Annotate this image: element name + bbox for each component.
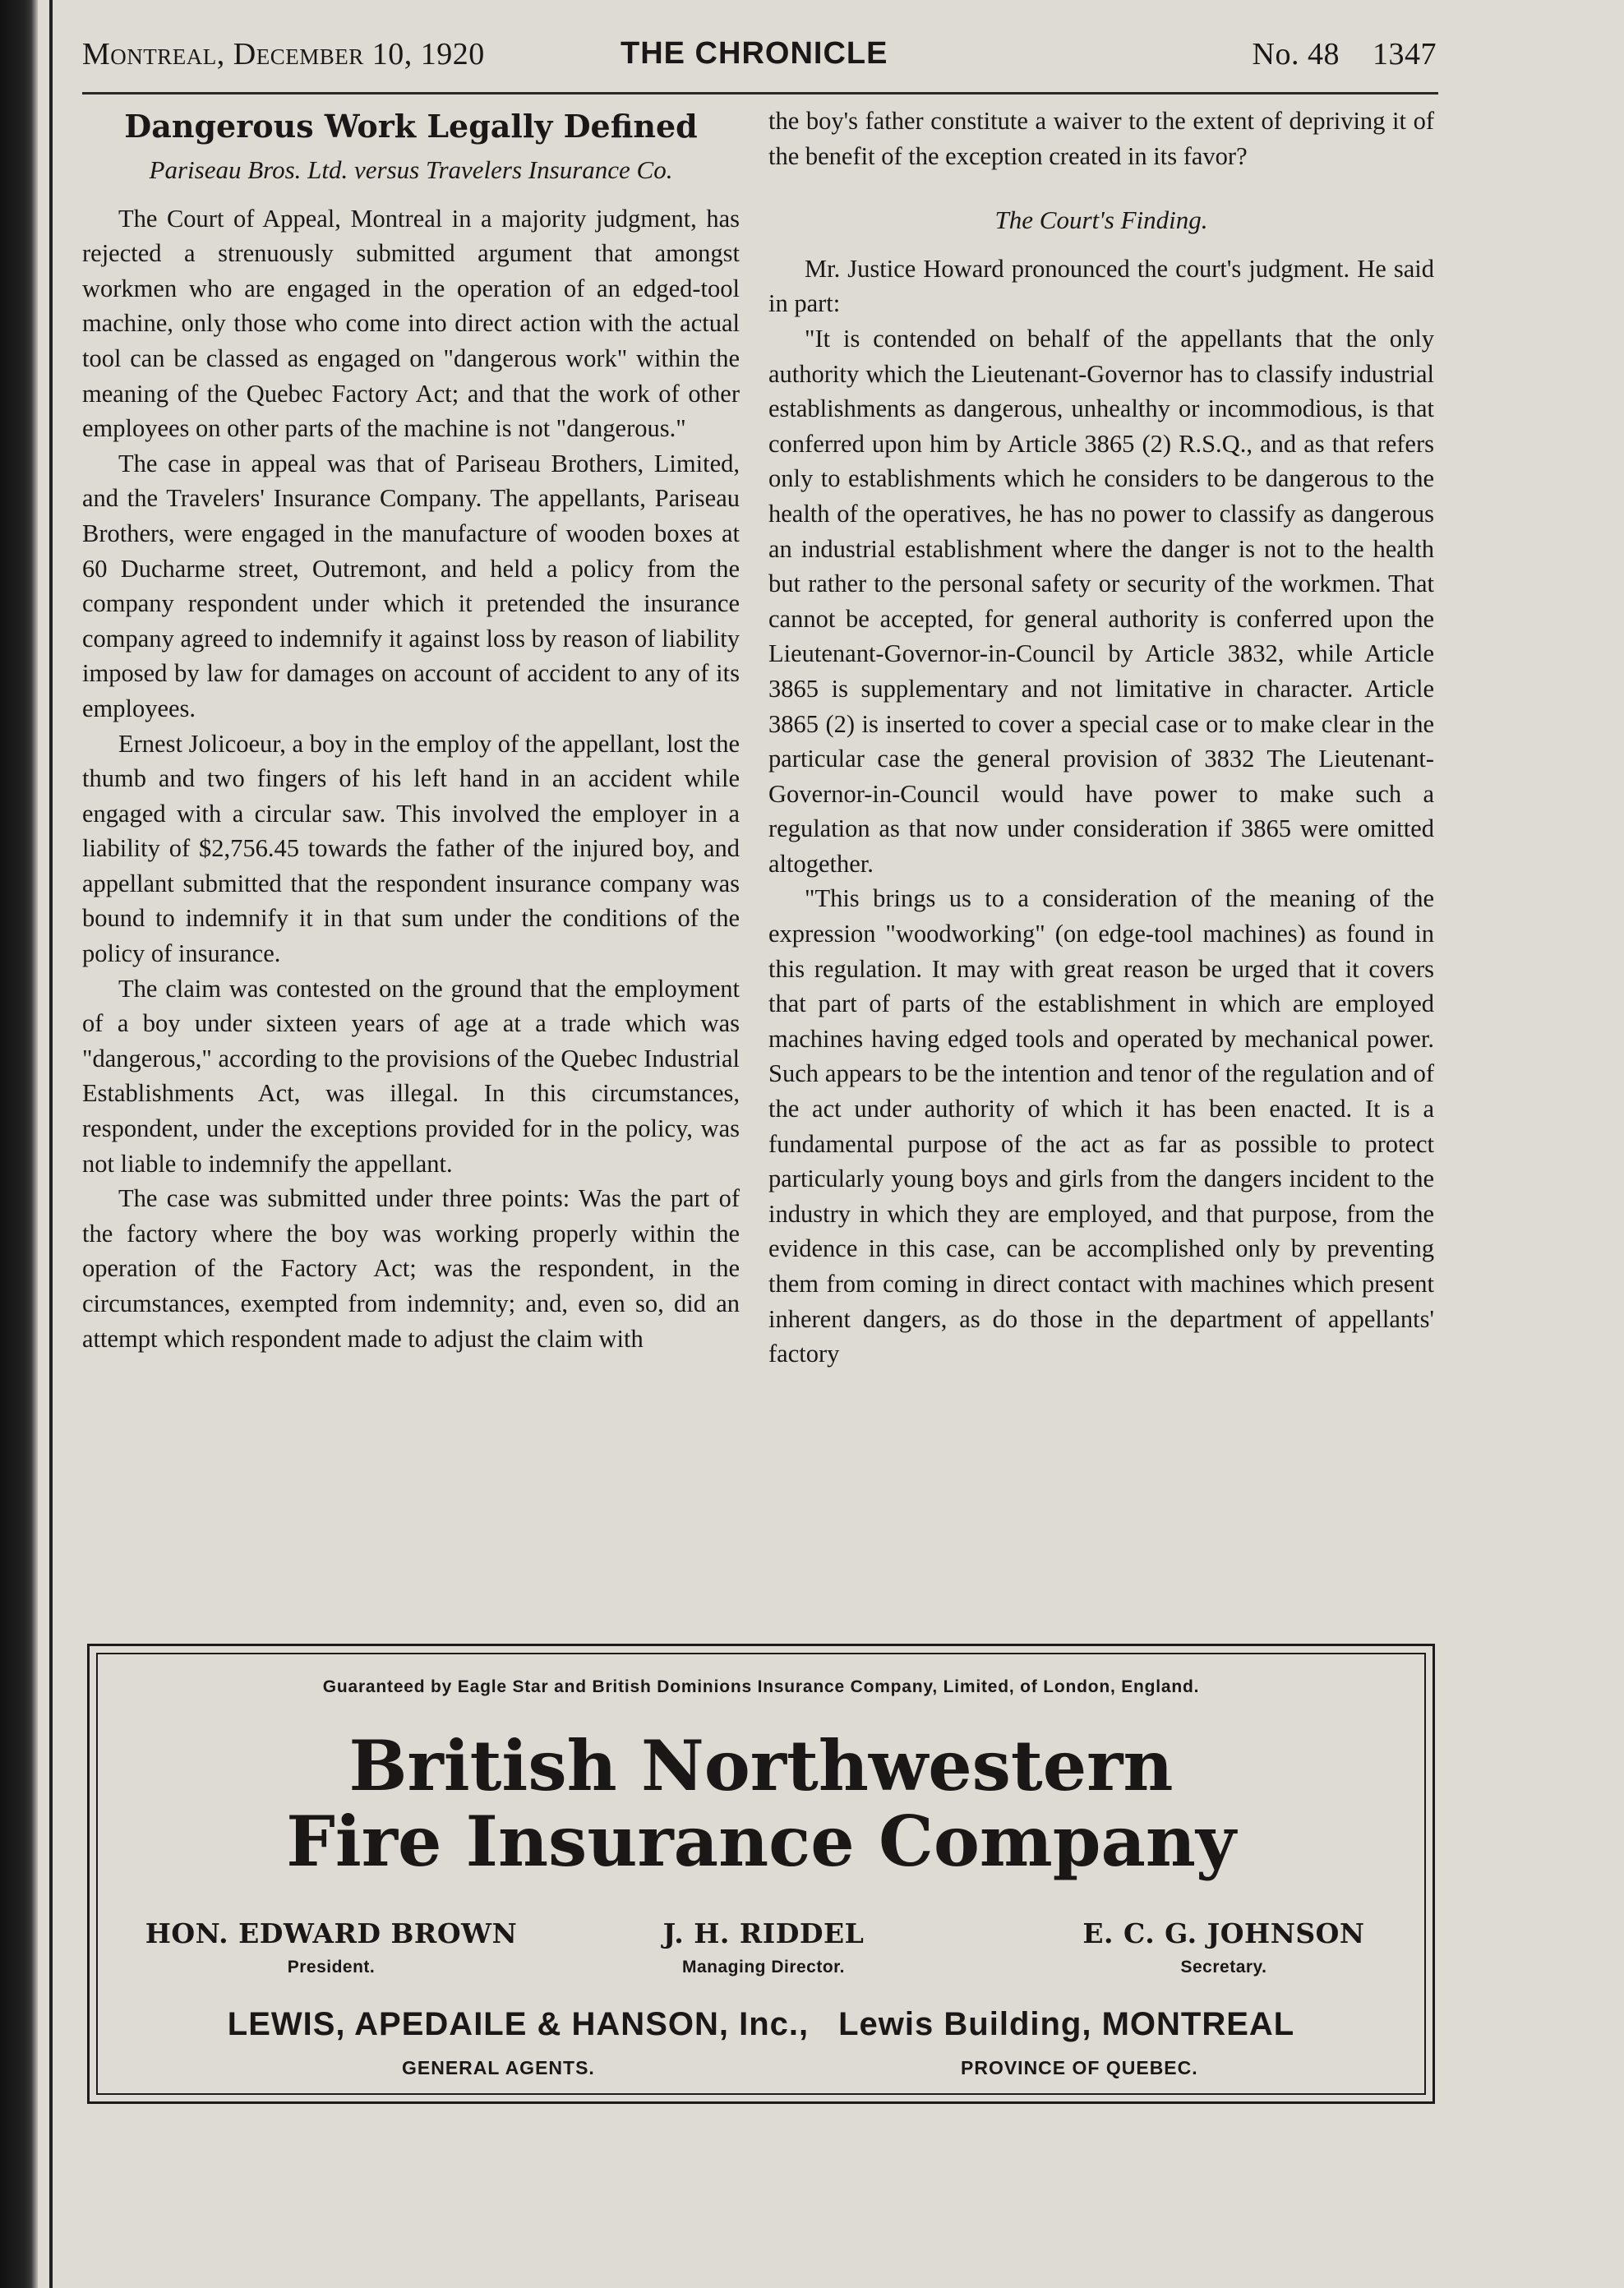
- article-paragraph: The case in appeal was that of Pariseau Brothers, Limited, and the Travelers' Insurance Company. The appellants, Pariseau Brothers, were engaged in the manufacture of wooden boxes at 60 Ducharme street, Outremont, and held a policy from the company respondent under which it pretended the insurance company agreed to indemnify it against loss by reason of liability imposed by law for damages on account of accident to any of its employees.: [82, 449, 740, 722]
- article-paragraph: Ernest Jolicoeur, a boy in the employ of the appellant, lost the thumb and two fingers of his left hand in an accident while engaged with a circular saw. This involved the employer in a liability of $2,756.45 towards the father of the injured boy, and appellant submitted that the respondent insurance company was bound to indemnify it in that sum under the conditions of the policy of insurance.: [82, 729, 740, 968]
- article-paragraph: The Court of Appeal, Montreal in a majority judgment, has rejected a strenuously submitted argument that amongst workmen who are engaged in the operation of an edged-tool machine, only those who come into direct action with the actual tool can be classed as engaged on "dangerous work" within the meaning of the Quebec Factory Act; and that the work of other employees on other parts of the machine is not "dangerous.": [82, 204, 740, 443]
- officer-title: President.: [287, 1958, 376, 1977]
- officer-title: Managing Director.: [681, 1958, 846, 1977]
- header-rule: [82, 92, 1438, 95]
- ad-company-name: [90, 1725, 1433, 1882]
- ad-officer: [1051, 1917, 1396, 1977]
- article-title: Dangerous Work Legally Defined: [124, 108, 698, 145]
- officer-title: Secretary.: [1180, 1958, 1267, 1977]
- right-column: [768, 104, 1434, 1372]
- continued-paragraph: the boy's father constitute a waiver to the extent of depriving it of the benefit of the exception created in its favor?: [768, 107, 1434, 170]
- ad-guarantee-line: Guaranteed by Eagle Star and British Dominions Insurance Company, Limited, of London, England.: [322, 1677, 1200, 1696]
- page-number: 1347: [1373, 37, 1437, 72]
- article-paragraph: "It is contended on behalf of the appellants that the only authority which the Lieutenant-Governor has to classify industrial establishments as dangerous, unhealthy or incommodious, is that conferred upon him by Article 3865 (2) R.S.Q., and as that refers only to establishments which he considers to be dangerous to the health of the operatives, he has no power to classify as dangerous an industrial establishment where the danger is not to the health but rather to the personal safety or security of the workmen. That cannot be accepted, for general authority is conferred upon the Lieutenant-Governor-in-Council by Article 3832, while Article 3865 is supplementary and not limitative in character. Article 3865 (2) is inserted to cover a special case or to make clear in the particular case the general provision of 3832 The Lieutenant-Governor-in-Council would have power to make such a regulation as that now under consideration if 3865 were omitted altogether.: [768, 324, 1434, 878]
- binding-rule: [49, 0, 53, 2288]
- ad-officer: [599, 1917, 928, 1977]
- agents-firm: LEWIS, APEDAILE & HANSON, Inc.,: [227, 2006, 810, 2042]
- left-column: [82, 104, 740, 1356]
- insurance-advertisement: [87, 1644, 1435, 2104]
- ad-company-line-2: Fire Insurance Company: [286, 1801, 1236, 1882]
- dateline: Montreal, December 10, 1920: [82, 37, 485, 72]
- article-paragraph: The case was submitted under three points: Was the part of the factory where the boy was working properly within the operation of the Factory Act; was the respondent, in the circumstances, exempted from indemnity; and, even so, did an attempt which respondent made to adjust the claim with: [82, 1184, 740, 1353]
- article-subtitle: Pariseau Bros. Ltd. versus Travelers Insurance Co.: [149, 155, 673, 184]
- agents-address: Lewis Building, MONTREAL: [838, 2006, 1295, 2042]
- article-paragraph: "This brings us to a consideration of the meaning of the expression "woodworking" (on edge-tool machines) as found in this regulation. It may with great reason be urged that it covers that part of parts of the establishment in which are employed machines having edged tools and operated by mechanical power. Such appears to be the intention and tenor of the regulation and of the act under authority of which it has been enacted. It is a fundamental purpose of the act as far as possible to protect particularly young boys and girls from the dangers incident to the industry in which they are employed, and that purpose, from the evidence in this case, can be accomplished only by preventing them from coming in direct contact with machines which present inherent dangers, as do those in the department of appellants' factory: [768, 884, 1434, 1368]
- page-binding-edge: [0, 0, 38, 2288]
- article-paragraph: The claim was contested on the ground that the employment of a boy under sixteen years of age at a trade which was "dangerous," according to the provisions of the Quebec Industrial Establishments Act, was illegal. In this circumstances, respondent, under the exceptions provided for in the policy, was not liable to indemnify the appellant.: [82, 974, 740, 1178]
- officer-name: HON. EDWARD BROWN: [145, 1917, 518, 1949]
- running-head: [82, 36, 1437, 81]
- province-label: PROVINCE OF QUEBEC.: [961, 2057, 1198, 2078]
- section-heading: The Court's Finding.: [994, 205, 1208, 235]
- publication-title: THE CHRONICLE: [621, 36, 888, 71]
- article-paragraph: Mr. Justice Howard pronounced the court's judgment. He said in part:: [768, 254, 1434, 318]
- ad-company-line-1: British Northwestern: [348, 1725, 1174, 1806]
- officer-name: E. C. G. JOHNSON: [1082, 1917, 1365, 1949]
- officer-name: J. H. RIDDEL: [662, 1917, 865, 1949]
- issue-and-page: [1253, 36, 1437, 72]
- ad-officer: [142, 1917, 520, 1977]
- ad-agents-line: [90, 2006, 1433, 2043]
- issue-number: No. 48: [1252, 37, 1340, 72]
- agents-label: GENERAL AGENTS.: [402, 2057, 595, 2078]
